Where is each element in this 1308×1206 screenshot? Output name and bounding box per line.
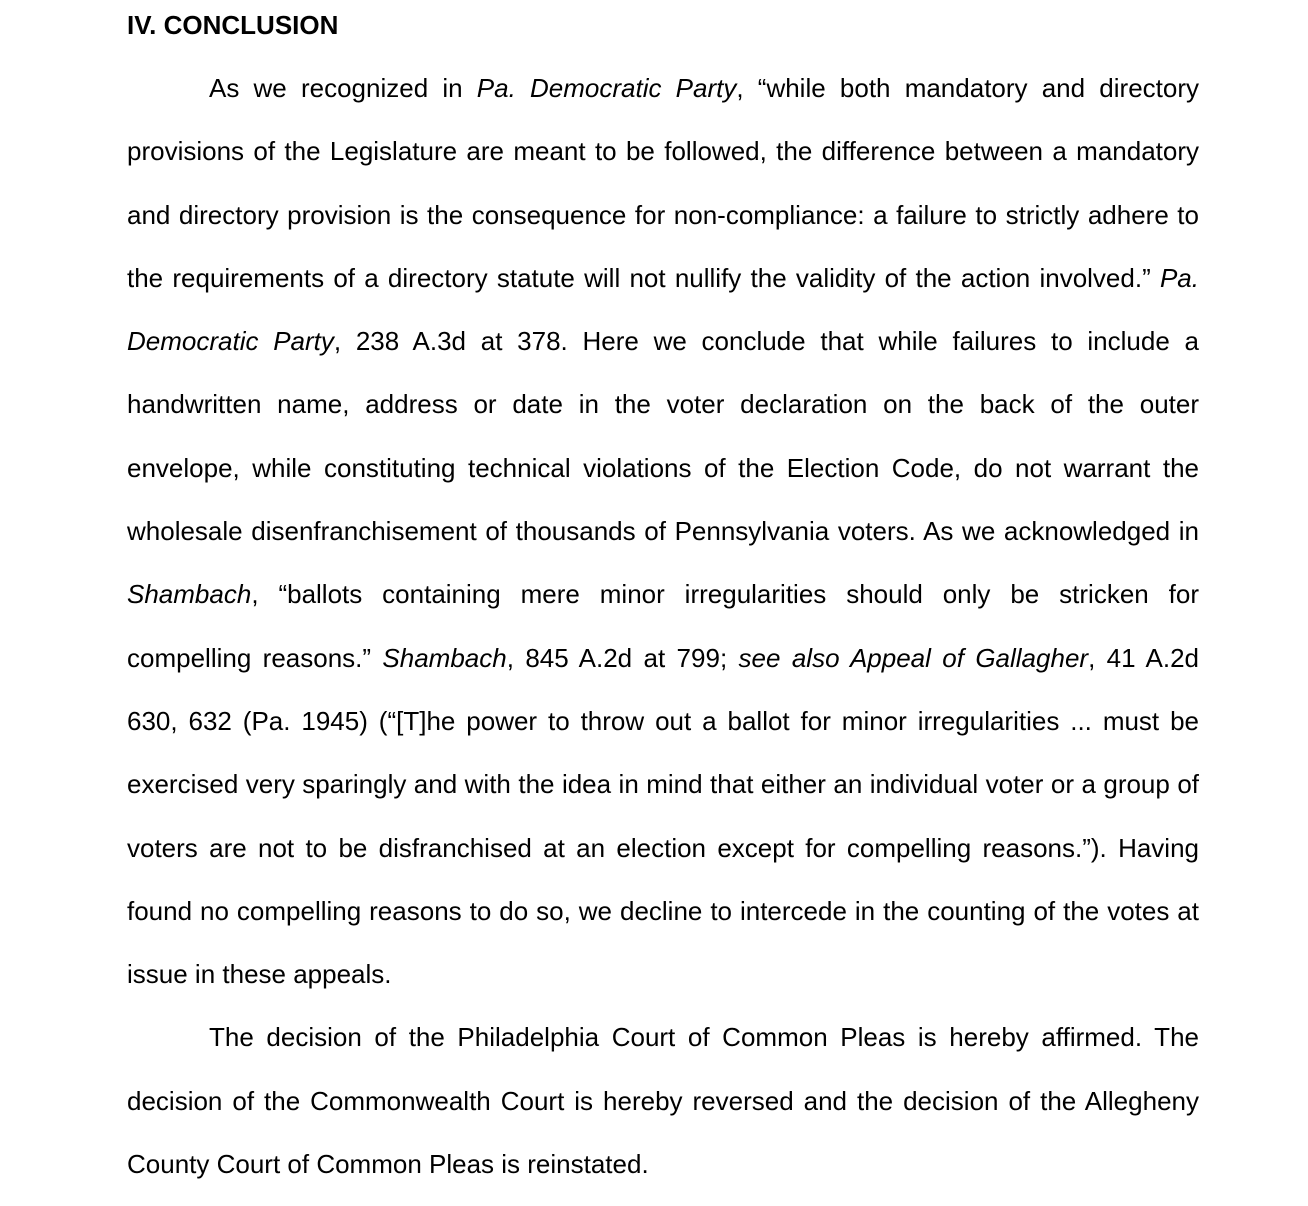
case-citation: see also Appeal of Gallagher [738,642,1089,673]
text-run: As we recognized in [209,73,477,103]
text-run: , 238 A.3d at 378. Here we conclude that while failures to include a handwritten name, address or date in the voter declaration on the back of the outer envelope, while constituting technical violations of the Election Code, do not warrant the wholesale disenfranchisement of thousands of Pennsylvania voters. As we acknowledged in [127,326,1199,547]
text-run: , 845 A.2d at 799; [506,642,739,673]
text-run: , “while both mandatory and directory provisions of the Legislature are meant to be followed, the difference between a mandatory and directory provision is the consequence for non-compliance: a failure to strictly adhere to the requirements of a directory statute will not nullify the validity of the action involved.” [127,73,1199,293]
text-run: , “ballots containing mere minor irregularities should only be stricken for compelling reasons.” [127,579,1199,673]
document-page [127,0,1199,1196]
case-citation: Pa. Democratic Party [476,73,737,103]
case-citation: Shambach [127,579,252,610]
case-citation: Shambach [382,642,507,673]
text-run: , 41 A.2d 630, 632 (Pa. 1945) (“[T]he power to throw out a ballot for minor irregularities ... must be exercised very sparingly and with the idea in mind that either an individual voter or a group of voters are not to be disfranchised at an election except for compelling reasons.”). Having found no compelling reasons to do so, we decline to intercede in the counting of the votes at issue in these appeals. [127,642,1199,990]
conclusion-paragraph-1 [127,57,1199,1006]
conclusion-paragraph-2: The decision of the Philadelphia Court of Common Pleas is hereby affirmed. The decision of the Commonwealth Court is hereby reversed and the decision of the Allegheny County Court of Common Pleas is reinstated. [127,1022,1199,1180]
section-heading: IV. CONCLUSION [127,10,339,40]
case-citation: Pa. Democratic Party [127,262,1199,357]
